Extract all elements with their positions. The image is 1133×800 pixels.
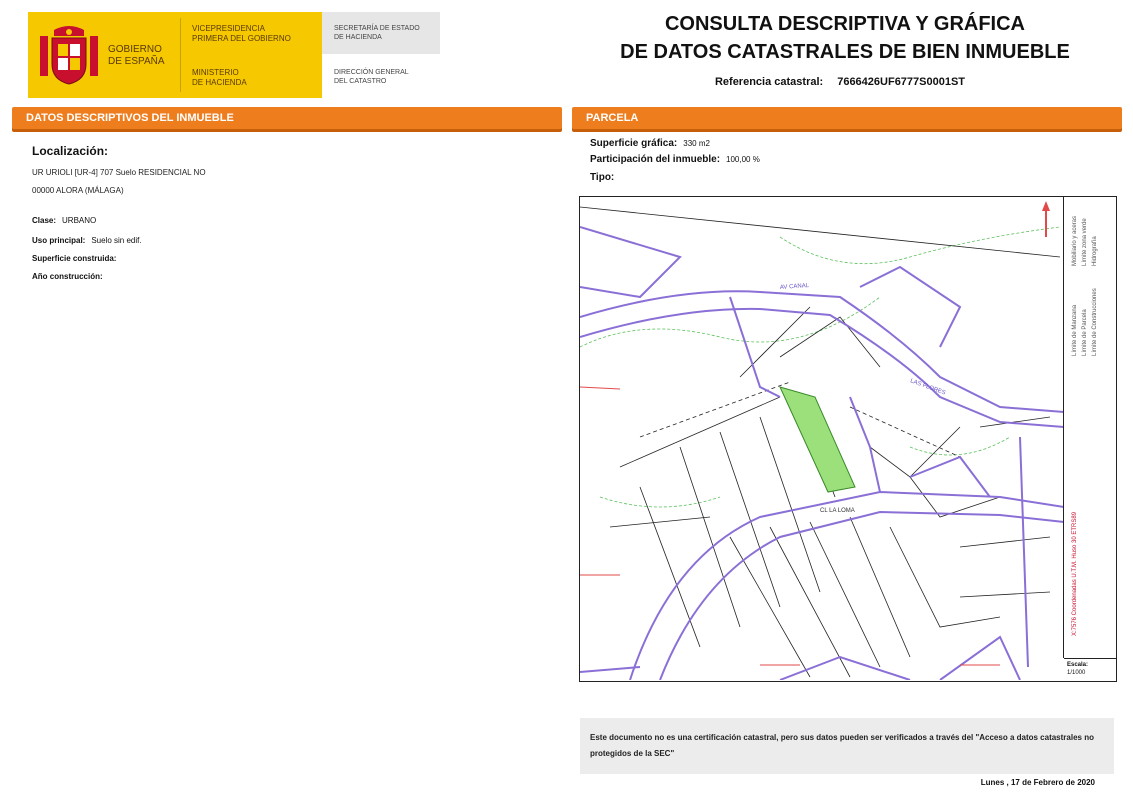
utm-coordinates: X:7576 Coordenadas U.T.M. Huso 30 ETRS89 bbox=[1072, 511, 1078, 636]
participacion-value: 100,00 % bbox=[726, 155, 760, 164]
document-date: Lunes , 17 de Febrero de 2020 bbox=[980, 778, 1095, 787]
title-line-2: DE DATOS CATASTRALES DE BIEN INMUEBLE bbox=[620, 41, 1070, 63]
directorate-name: DIRECCIÓN GENERAL DEL CATASTRO bbox=[334, 69, 409, 85]
clase-label: Clase: bbox=[32, 216, 57, 225]
document-title bbox=[580, 10, 1110, 66]
ref-label: Referencia catastral: bbox=[714, 76, 824, 88]
section-bar-parcel: PARCELA bbox=[572, 107, 1122, 129]
legend-item-5: Límite zona verde bbox=[1082, 218, 1088, 266]
scale-label: Escala: bbox=[1067, 662, 1089, 668]
government-logo-block bbox=[28, 12, 322, 98]
ref-value: 7666426UF6777S0001ST bbox=[837, 76, 966, 88]
logo-divider bbox=[180, 18, 181, 92]
cadastral-map bbox=[579, 196, 1117, 682]
street-label-1: AV CANAL bbox=[779, 282, 810, 291]
street-label-3: CL LA LOMA bbox=[820, 508, 855, 514]
secretariat-name: SECRETARÍA DE ESTADO DE HACIENDA bbox=[334, 25, 420, 41]
legend-item-2: Límite de Parcela bbox=[1082, 309, 1088, 356]
participacion-label: Participación del inmueble: bbox=[590, 154, 721, 165]
scale-box bbox=[1064, 658, 1116, 681]
street-label-2: LAS FLORES bbox=[909, 378, 947, 397]
sup-grafica-value: 330 m2 bbox=[683, 139, 710, 148]
disclaimer-notice: Este documento no es una certificación catastral, pero sus datos pueden ser verificados a través del "Acceso a datos catastrales no protegidos de la SEC" bbox=[580, 718, 1114, 774]
highlighted-parcel bbox=[780, 387, 855, 492]
map-drawing bbox=[580, 197, 1064, 680]
scale-value: 1/1000 bbox=[1067, 670, 1086, 676]
anio-label: Año construcción: bbox=[32, 272, 103, 281]
government-name: GOBIERNO DE ESPAÑA bbox=[108, 44, 165, 67]
vicepresidency-name: VICEPRESIDENCIA PRIMERA DEL GOBIERNO bbox=[192, 24, 291, 43]
legend-item-4: Mobiliario y aceras bbox=[1072, 215, 1078, 266]
field-superficie bbox=[32, 254, 116, 263]
field-tipo bbox=[590, 172, 614, 183]
uso-label: Uso principal: bbox=[32, 236, 86, 245]
tipo-label: Tipo: bbox=[590, 172, 615, 183]
location-label: Localización: bbox=[32, 144, 109, 158]
map-legend bbox=[1063, 196, 1117, 658]
uso-value: Suelo sin edif. bbox=[91, 236, 142, 245]
field-participacion bbox=[590, 154, 760, 165]
sup-grafica-label: Superficie gráfica: bbox=[590, 138, 678, 149]
superficie-label: Superficie construida: bbox=[32, 254, 117, 263]
title-line-1: CONSULTA DESCRIPTIVA Y GRÁFICA bbox=[664, 13, 1026, 35]
legend-item-6: Hidrografía bbox=[1092, 236, 1098, 266]
field-clase bbox=[32, 216, 96, 225]
location-line-2: 00000 ALORA (MÁLAGA) bbox=[32, 186, 124, 195]
field-anio bbox=[32, 272, 103, 281]
north-arrow-icon bbox=[1042, 201, 1050, 237]
ministry-name: MINISTERIO DE HACIENDA bbox=[192, 68, 247, 87]
coat-of-arms-icon bbox=[38, 22, 100, 88]
clase-value: URBANO bbox=[62, 216, 97, 225]
field-uso bbox=[32, 236, 142, 245]
section-bar-descriptive: DATOS DESCRIPTIVOS DEL INMUEBLE bbox=[12, 107, 562, 129]
legend-item-3: Límite de Construcciones bbox=[1092, 288, 1098, 356]
legend-item-1: Límite de Manzana bbox=[1072, 304, 1078, 356]
cadastral-reference bbox=[600, 76, 1080, 88]
field-superficie-grafica bbox=[590, 138, 710, 149]
location-line-1: UR URIOLI [UR-4] 707 Suelo RESIDENCIAL NO bbox=[32, 168, 206, 177]
